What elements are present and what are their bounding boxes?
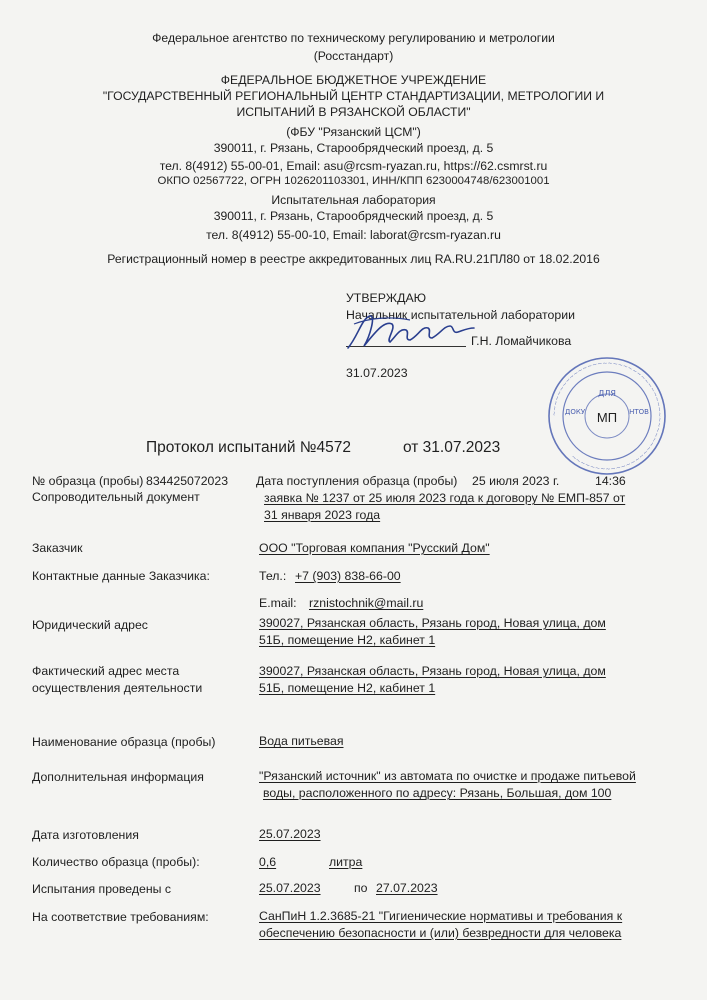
sample-name-value: Вода питьевая (259, 734, 344, 748)
tested-from: 25.07.2023 (259, 881, 321, 895)
institution-short-name: (ФБУ "Рязанский ЦСМ") (286, 125, 421, 139)
protocol-title: Протокол испытаний №4572 (146, 439, 351, 456)
actual-address-label-line1: Фактический адрес места (32, 664, 180, 678)
extra-info-label: Дополнительная информация (32, 770, 204, 784)
phone-value: +7 (903) 838-66-00 (295, 569, 401, 583)
sample-name-label: Наименование образца (пробы) (32, 735, 216, 749)
sample-number: 834425072023 (146, 474, 229, 488)
approver-name: Г.Н. Ломайчикова (471, 334, 572, 348)
accompanying-doc-label: Сопроводительный документ (32, 490, 200, 504)
customer-value: ООО "Торговая компания "Русский Дом" (259, 541, 490, 555)
sample-quantity-label: Количество образца (пробы): (32, 855, 200, 869)
institution-line3: ИСПЫТАНИЙ В РЯЗАНСКОЙ ОБЛАСТИ" (236, 105, 471, 119)
institution-address: 390011, г. Рязань, Старообрядческий проезд, д. 5 (213, 141, 494, 155)
email-label: E.mail: (259, 596, 297, 610)
manufacture-date-value: 25.07.2023 (259, 827, 321, 841)
phone-label: Тел.: (259, 569, 287, 583)
stamp-left-text: ДОКУ (564, 408, 586, 416)
customer-label: Заказчик (32, 541, 83, 555)
accompanying-doc-line2: 31 января 2023 года (264, 508, 381, 522)
protocol-date: от 31.07.2023 (403, 439, 501, 456)
extra-info-line1: "Рязанский источник" из автомата по очистке и продаже питьевой (259, 769, 636, 783)
agency-line2: (Росстандарт) (313, 49, 394, 63)
compliance-line1: СанПиН 1.2.3685-21 "Гигиенические нормативы и требования к (259, 909, 623, 923)
compliance-label: На соответствие требованиям: (32, 910, 209, 924)
agency-line1: Федеральное агентство по техническому регулированию и метрологии (152, 31, 555, 45)
institution-line2: "ГОСУДАРСТВЕННЫЙ РЕГИОНАЛЬНЫЙ ЦЕНТР СТАНДАРТИЗАЦИИ, МЕТРОЛОГИИ И (102, 89, 605, 103)
accompanying-doc-line1: заявка № 1237 от 25 июля 2023 года к договору № ЕМП-857 от (264, 491, 626, 505)
official-stamp (545, 354, 669, 478)
legal-address-line2: 51Б, помещение Н2, кабинет 1 (259, 633, 436, 647)
actual-address-label-line2: осуществления деятельности (32, 681, 203, 695)
manufacture-date-label: Дата изготовления (32, 828, 139, 842)
approval-date: 31.07.2023 (346, 366, 408, 380)
institution-line1: ФЕДЕРАЛЬНОЕ БЮДЖЕТНОЕ УЧРЕЖДЕНИЕ (220, 73, 487, 87)
approver-position: Начальник испытательной лаборатории (346, 308, 575, 322)
legal-address-label: Юридический адрес (32, 618, 148, 632)
actual-address-line1: 390027, Рязанская область, Рязань город, Новая улица, дом (259, 664, 606, 678)
sample-number-label: № образца (пробы) (32, 474, 144, 488)
lab-address: 390011, г. Рязань, Старообрядческий проезд, д. 5 (213, 209, 494, 223)
sample-quantity-unit: литра (329, 855, 363, 869)
contact-label: Контактные данные Заказчика: (32, 569, 210, 583)
lab-contacts: тел. 8(4912) 55-00-10, Email: laborat@rcsm-ryazan.ru (206, 228, 501, 242)
receipt-date-label: Дата поступления образца (пробы) (256, 474, 458, 488)
sample-quantity-value: 0,6 (259, 855, 277, 869)
institution-codes: ОКПО 02567722, ОГРН 1026201103301, ИНН/КПП 6230004748/623001001 (157, 175, 550, 187)
lab-name: Испытательная лаборатория (271, 193, 436, 207)
svg-text:~~~~~~~~~~~~~~~~~~~~~~~~~~~~~~: ~~~~~~~~~~~~~~~~~~~~~~~~~~~~~~~~~~~~~~~~~~~~~~~~~~~~~~~ (550, 359, 664, 473)
stamp-right-text: НТОВ (629, 408, 649, 416)
receipt-time: 14:36 (595, 474, 626, 488)
actual-address-line2: 51Б, помещение Н2, кабинет 1 (259, 681, 436, 695)
legal-address-line1: 390027, Рязанская область, Рязань город, Новая улица, дом (259, 616, 606, 630)
tested-period-label: Испытания проведены с (32, 882, 172, 896)
stamp-top-text: ДЛЯ (598, 389, 616, 398)
tested-to: 27.07.2023 (376, 881, 438, 895)
stamp-mp-label: МП (596, 410, 618, 425)
institution-contacts: тел. 8(4912) 55-00-01, Email: asu@rcsm-ryazan.ru, https://62.csmrst.ru (159, 159, 548, 173)
receipt-date: 25 июля 2023 г. (472, 474, 560, 488)
tested-to-label: по (354, 881, 368, 895)
accreditation-registration: Регистрационный номер в реестре аккредитованных лиц RA.RU.21ПЛ80 от 18.02.2016 (107, 252, 600, 266)
handwritten-signature (340, 306, 480, 356)
approval-heading: УТВЕРЖДАЮ (346, 291, 427, 305)
email-value: rznistochnik@mail.ru (309, 596, 424, 610)
compliance-line2: обеспечению безопасности и (или) безвредности для человека (259, 926, 622, 940)
extra-info-line2: воды, расположенного по адресу: Рязань, Большая, дом 100 (263, 786, 612, 800)
